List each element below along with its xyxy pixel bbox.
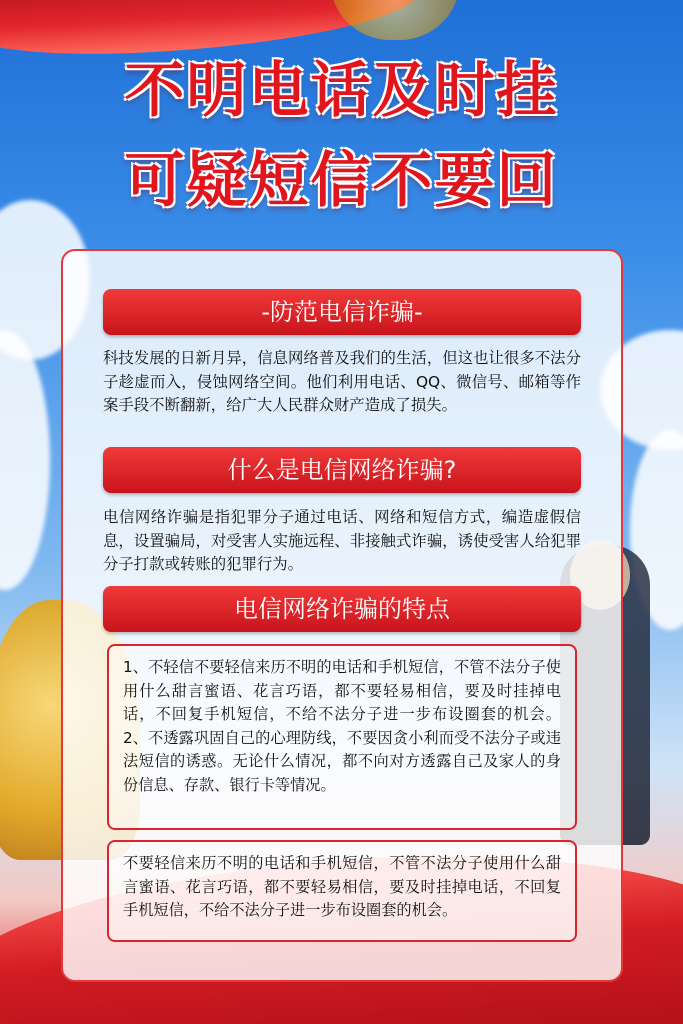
section-heading-what: 什么是电信网络诈骗? [103,447,581,493]
features-box-2: 不要轻信来历不明的电话和手机短信，不管不法分子使用什么甜言蜜语、花言巧语，都不要轻易相信，要及时挂掉电话，不回复手机短信，不给不法分子进一步布设圈套的机会。 [107,840,577,942]
section-text-prevent: 科技发展的日新月异，信息网络普及我们的生活，但这也让很多不法分子趁虚而入，侵蚀网络空间。他们利用电话、QQ、微信号、邮箱等作案手段不断翻新，给广大人民群众财产造成了损失。 [103,349,581,414]
poster-title-line1: 不明电话及时挂 [124,56,559,126]
features-box-1: 1、不轻信不要轻信来历不明的电话和手机短信，不管不法分子使用什么甜言蜜语、花言巧语，都不要轻易相信，要及时挂掉电话，不回复手机短信，不给不法分子进一步布设圈套的机会。 2、不透露巩固自己的心理防线，不要因贪小利而受不法分子或违法短信的诱惑。无论什么情况，都不向对方透露自己及家人的身份信息、存款、银行卡等情况。 [107,644,577,830]
cloud-decoration [0,330,50,590]
section-heading-prevent: -防范电信诈骗- [103,289,581,335]
section-text-what: 电信网络诈骗是指犯罪分子通过电话、网络和短信方式，编造虚假信息，设置骗局，对受害人实施远程、非接触式诈骗，诱使受害人给犯罪分子打款或转账的犯罪行为。 [103,508,581,573]
poster-title-line2: 可疑短信不要回 [124,146,559,216]
section-heading-features: 电信网络诈骗的特点 [103,586,581,632]
emblem-decoration [330,0,460,40]
